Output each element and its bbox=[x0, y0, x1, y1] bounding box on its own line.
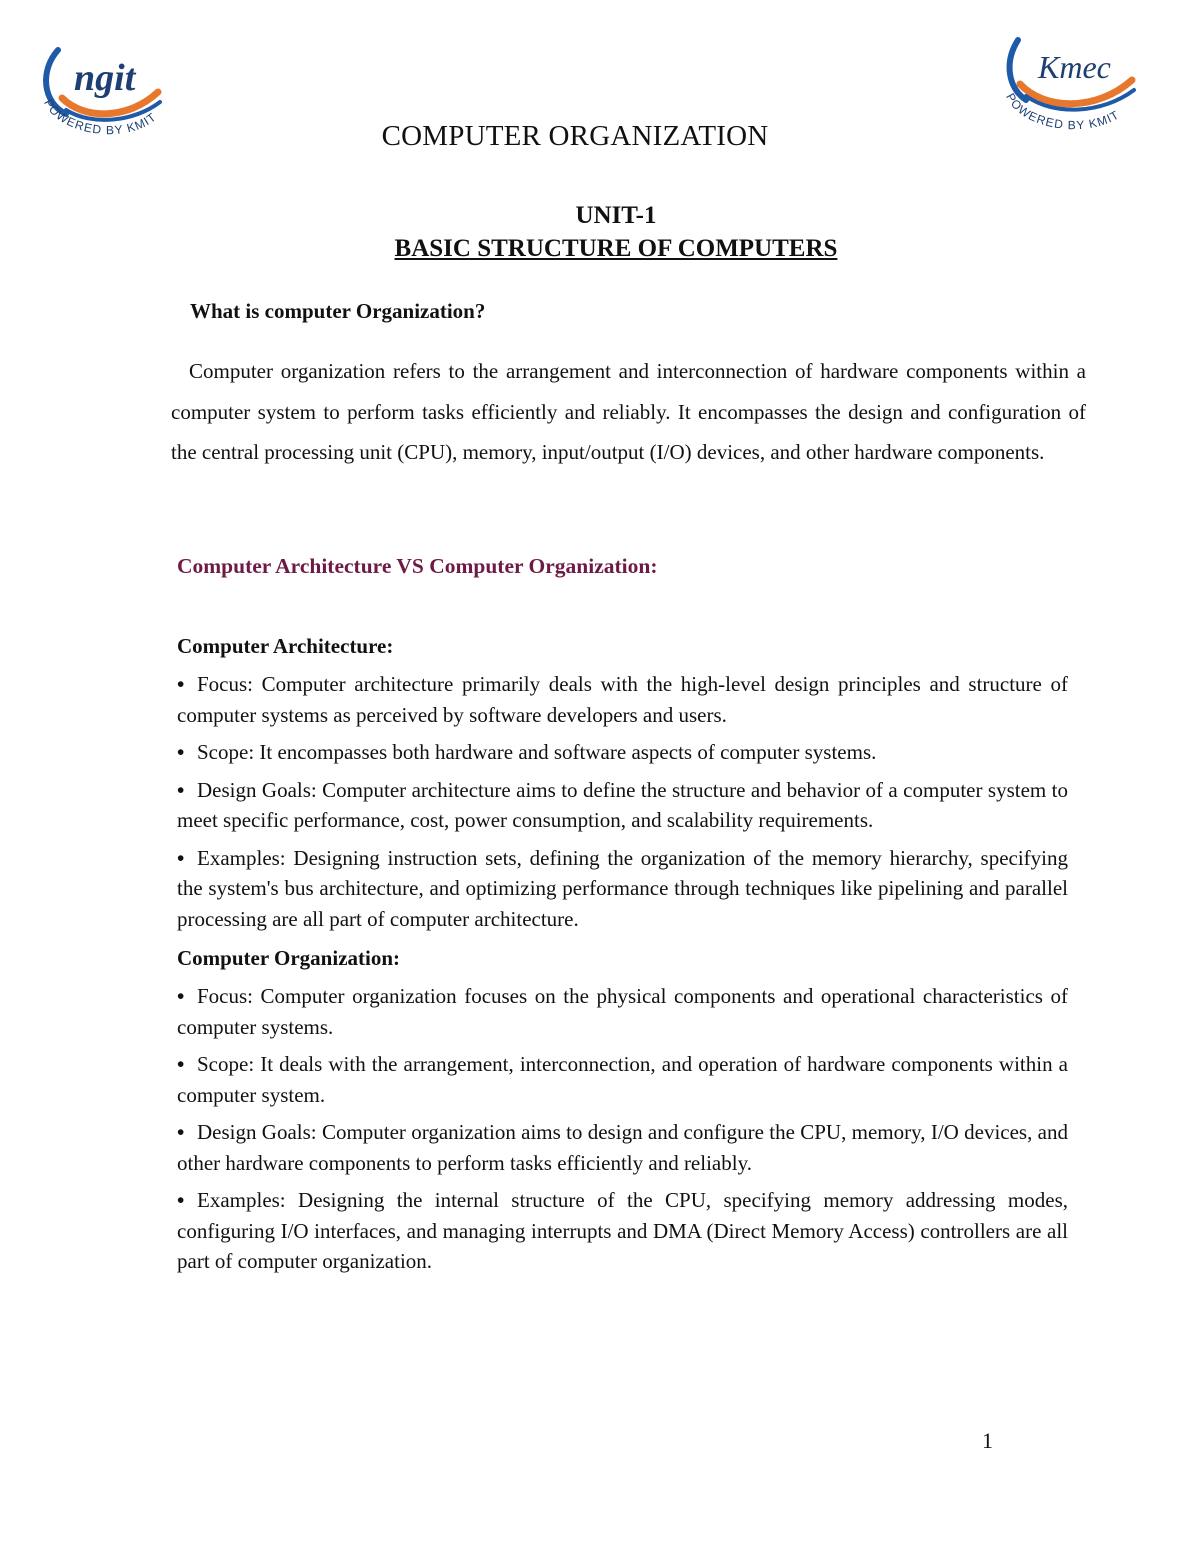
bullet-text: Design Goals: Computer organization aims to design and configure the CPU, memory, I/O devices, and other hardware components to perform tasks efficiently and reliably. bbox=[177, 1120, 1068, 1175]
document-title: COMPUTER ORGANIZATION bbox=[381, 120, 769, 152]
bullet-text: Examples: Designing the internal structure of the CPU, specifying memory addressing modes, configuring I/O interfaces, and managing interrupts and DMA (Direct Memory Access) controllers are all part of computer organization. bbox=[177, 1188, 1068, 1273]
organization-bullet bbox=[177, 1117, 1068, 1178]
bullet-text: Examples: Designing instruction sets, defining the organization of the memory hierarchy, specifying the system's bus architecture, and optimizing performance through techniques like pipelining and parallel processing are all part of computer architecture. bbox=[177, 845, 1068, 931]
bullet-icon: • bbox=[177, 1052, 185, 1076]
bullet-icon: • bbox=[177, 777, 185, 802]
bullet-icon: • bbox=[177, 672, 185, 696]
bullet-icon: • bbox=[177, 845, 185, 870]
bullet-icon: • bbox=[177, 984, 185, 1008]
architecture-bullet bbox=[177, 775, 1068, 836]
unit-label: UNIT-1 bbox=[575, 202, 657, 229]
organization-section bbox=[177, 943, 1068, 1284]
intro-paragraph: Computer organization refers to the arrangement and interconnection of hardware components within a computer system to perform tasks efficiently and reliably. It encompasses the design and configuration of the central processing unit (CPU), memory, input/output (I/O) devices, and other hardware components. bbox=[171, 359, 1086, 464]
bullet-text: Focus: Computer architecture primarily deals with the high-level design principles and structure of computer systems as perceived by software developers and users. bbox=[177, 672, 1068, 727]
bullet-icon: • bbox=[177, 740, 185, 764]
kmec-tagline: POWERED BY KMIT bbox=[1003, 90, 1122, 133]
organization-bullet bbox=[177, 1185, 1068, 1277]
organization-bullet bbox=[177, 981, 1068, 1042]
ngit-tagline: POWERED BY KMIT bbox=[41, 96, 160, 138]
bullet-text: Scope: It encompasses both hardware and software aspects of computer systems. bbox=[197, 740, 877, 764]
svg-text:ngit: ngit bbox=[74, 57, 136, 99]
section-question: What is computer Organization? bbox=[190, 299, 486, 323]
unit-subtitle: BASIC STRUCTURE OF COMPUTERS bbox=[394, 235, 838, 262]
comparison-heading: Computer Architecture VS Computer Organization: bbox=[177, 554, 658, 578]
architecture-bullet bbox=[177, 669, 1068, 730]
bullet-text: Scope: It deals with the arrangement, interconnection, and operation of hardware components within a computer system. bbox=[177, 1052, 1068, 1107]
bullet-icon: • bbox=[177, 1188, 185, 1212]
svg-text:Kmec: Kmec bbox=[1038, 49, 1111, 85]
architecture-bullet bbox=[177, 737, 1068, 768]
organization-heading: Computer Organization: bbox=[177, 946, 401, 970]
architecture-section bbox=[177, 631, 1068, 941]
architecture-heading: Computer Architecture: bbox=[177, 634, 394, 658]
page-number: 1 bbox=[982, 1428, 993, 1453]
organization-bullet bbox=[177, 1049, 1068, 1110]
bullet-text: Design Goals: Computer architecture aims to define the structure and behavior of a computer system to meet specific performance, cost, power consumption, and scalability requirements. bbox=[177, 777, 1068, 832]
bullet-text: Focus: Computer organization focuses on the physical components and operational characteristics of computer systems. bbox=[177, 984, 1068, 1039]
bullet-icon: • bbox=[177, 1120, 185, 1144]
architecture-bullet bbox=[177, 843, 1068, 935]
